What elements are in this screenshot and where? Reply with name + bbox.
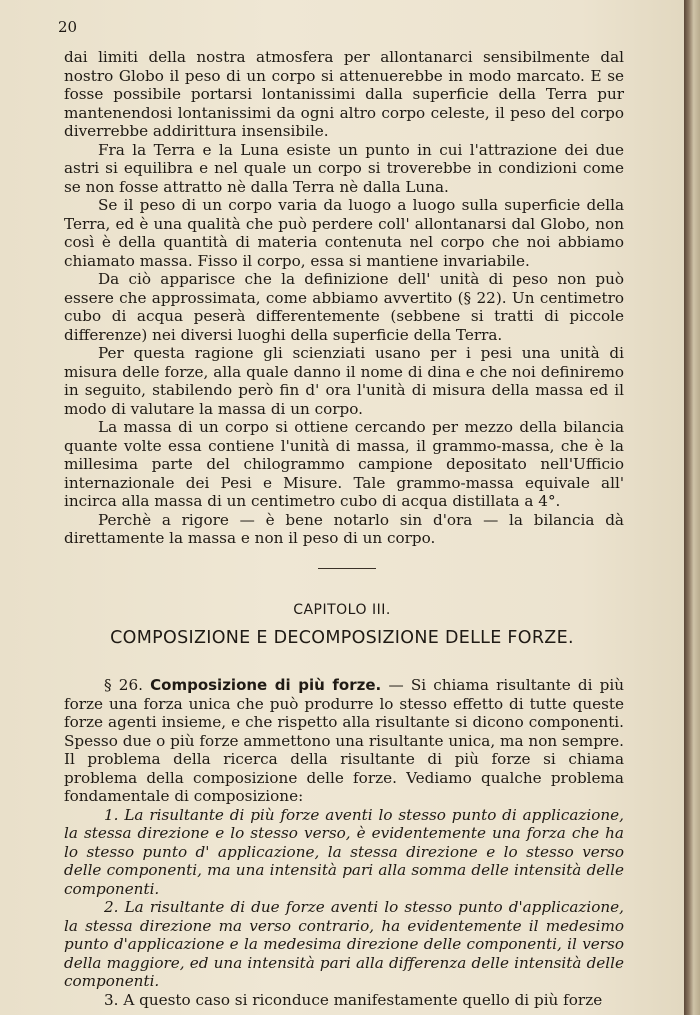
- section-intro-text: — Si chiama risultante di più forze una forza unica che può produrre lo stesso effetto di tutte queste forze agenti insieme, e che rispetto alla risultante si dicono componenti. Spesso due o più forze ammettono una risultante unica, ma non sempre. Il problema della ricerca della risultante di più forze si chiama problema della composizione delle forze. Vediamo qualche problema fondamentale di composizione:: [64, 676, 625, 805]
- paragraph: Per questa ragione gli scienziati usano per i pesi una unità di misura delle forze, alla quale danno il nome di dina e che noi definiremo in seguito, stabilendo però fin d' ora l'unità di misura della massa ed il modo di valutare la massa di un corpo.: [64, 344, 624, 418]
- chapter-title: COMPOSIZIONE E DECOMPOSIZIONE DELLE FORZE.: [110, 628, 574, 648]
- paragraph: Da ciò apparisce che la definizione dell' unità di peso non può essere che approssimata, come abbiamo avvertito (§ 22). Un centimetro cubo di acqua peserà differentemente (sebbene si tratti di piccole differenze) nei diversi luoghi della superficie della Terra.: [64, 270, 624, 344]
- chapter-label: CAPITOLO III.: [293, 602, 391, 618]
- book-spine-edge: [684, 0, 700, 1015]
- list-item: 3. A questo caso si riconduce manifestamente quello di più forze: [104, 990, 603, 1009]
- section-divider: [318, 568, 376, 569]
- page-number: 20: [58, 18, 78, 36]
- paragraph: La massa di un corpo si ottiene cercando per mezzo della bilancia quante volte essa contiene l'unità di massa, il grammo-massa, che è la millesima parte del chilogrammo campione depositato nell'Ufficio internazionale dei Pesi e Misure. Tale grammo-massa equivale all' incirca alla massa di un centimetro cubo di acqua distillata a 4°.: [64, 418, 624, 510]
- section-heading: Composizione di più forze.: [150, 676, 382, 694]
- paragraph: Perchè a rigore — è bene notarlo sin d'ora — la bilancia dà direttamente la massa e non il peso di un corpo.: [64, 510, 624, 547]
- paragraph: dai limiti della nostra atmosfera per allontanarci sensibilmente dal nostro Globo il peso di un corpo si attenuerebbe in modo marcato. E se fosse possibile portarsi lontanissimi dalla superficie della Terra pur mantenendosi lontanissimi da ogni altro corpo celeste, il peso del corpo diverrebbe addirittura insensibile.: [64, 48, 624, 140]
- body-text-section: [64, 676, 624, 1009]
- list-item: 2. La risultante di due forze aventi lo stesso punto d'applicazione, la stessa direzione ma verso contrario, ha evidentemente il medesimo punto d'applicazione e la medesima direzione delle componenti, il verso della maggiore, ed una intensità pari alla differenza delle intensità delle componenti.: [64, 898, 624, 990]
- list-item: 1. La risultante di più forze aventi lo stesso punto di applicazione, la stessa direzione e lo stesso verso, è evidentemente una forza che ha lo stesso punto d' applicazione, la stessa direzione e lo stesso verso delle componenti, ma una intensità pari alla somma delle intensità delle componenti.: [64, 805, 624, 898]
- section-number: § 26.: [104, 676, 143, 694]
- body-text-top: [64, 48, 624, 548]
- paragraph: Se il peso di un corpo varia da luogo a luogo sulla superficie della Terra, ed è una qualità che può perdere coll' allontanarsi dal Globo, non così è della quantità di materia contenuta nel corpo che noi abbiamo chiamato massa. Fisso il corpo, essa si mantiene invariabile.: [64, 196, 624, 270]
- section-intro: [64, 676, 624, 806]
- paragraph: Fra la Terra e la Luna esiste un punto in cui l'attrazione dei due astri si equilibra e nel quale un corpo si troverebbe in condizioni come se non fosse attratto nè dalla Terra nè dalla Luna.: [64, 140, 624, 196]
